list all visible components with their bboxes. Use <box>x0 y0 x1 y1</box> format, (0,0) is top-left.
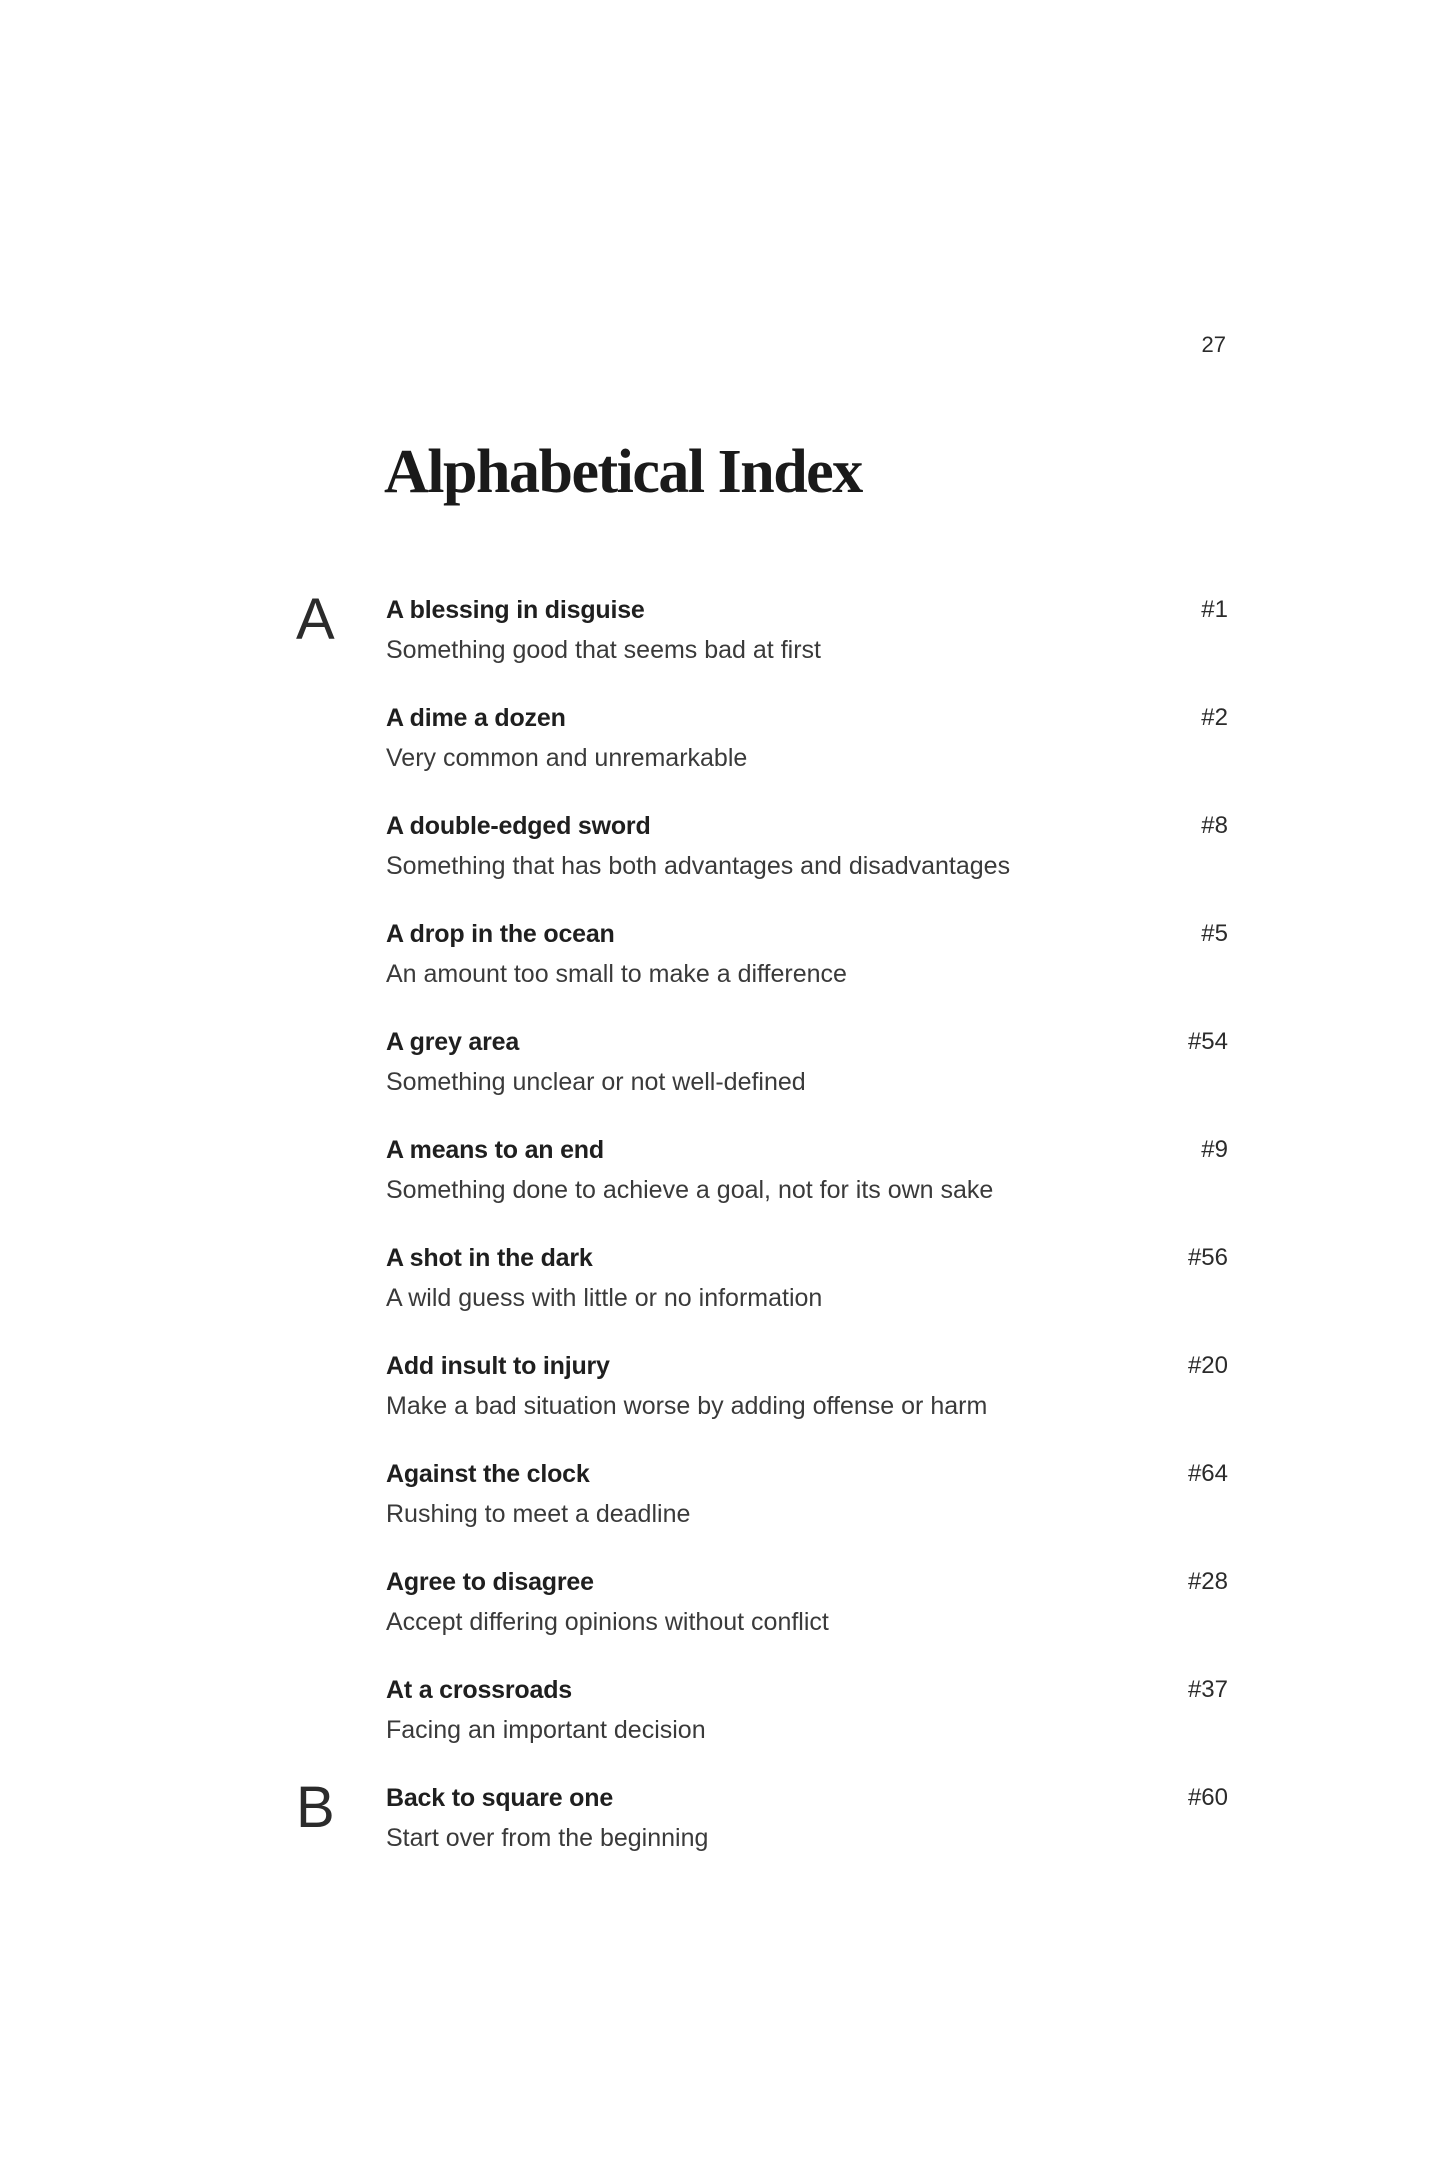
entry-body <box>386 594 1128 666</box>
entry-term: A dime a dozen <box>386 704 566 732</box>
index-entry <box>296 1242 1228 1314</box>
entry-term: A shot in the dark <box>386 1244 593 1272</box>
index-entry <box>296 1775 1228 1854</box>
index-entry <box>296 702 1228 774</box>
entry-ref: #64 <box>1187 1460 1228 1487</box>
entry-definition: Something good that seems bad at first <box>386 636 821 664</box>
section-letter: A <box>296 587 335 652</box>
entry-body <box>386 810 1128 882</box>
entry-body <box>386 1674 1128 1746</box>
index-entry <box>296 810 1228 882</box>
entry-definition: A wild guess with little or no information <box>386 1284 823 1312</box>
entry-ref: #54 <box>1187 1028 1228 1055</box>
index-list <box>296 587 1228 1890</box>
entry-term: A blessing in disguise <box>386 596 645 624</box>
entry-term: A drop in the ocean <box>386 920 615 948</box>
entry-ref: #9 <box>1201 1136 1228 1163</box>
entry-term: A grey area <box>386 1028 520 1056</box>
entry-definition: Start over from the beginning <box>386 1824 709 1852</box>
entry-ref: #56 <box>1187 1244 1228 1271</box>
entry-body <box>386 1242 1128 1314</box>
entry-body <box>386 1026 1128 1098</box>
entry-term: Back to square one <box>386 1784 614 1812</box>
index-entry <box>296 1026 1228 1098</box>
page-number: 27 <box>1201 332 1226 357</box>
entry-ref: #8 <box>1201 812 1228 839</box>
entry-definition: Rushing to meet a deadline <box>386 1500 691 1528</box>
section-letter: B <box>296 1775 335 1840</box>
entry-ref: #2 <box>1201 704 1228 731</box>
entry-ref: #1 <box>1201 596 1228 623</box>
entry-term: Add insult to injury <box>386 1352 610 1380</box>
entry-body <box>386 702 1128 774</box>
index-entry <box>296 1674 1228 1746</box>
page-title: Alphabetical Index <box>384 438 862 506</box>
entry-body <box>386 1350 1128 1422</box>
entry-ref: #5 <box>1201 920 1228 947</box>
index-entry <box>296 1566 1228 1638</box>
entry-ref: #37 <box>1187 1676 1228 1703</box>
entry-definition: Make a bad situation worse by adding offense or harm <box>386 1392 988 1420</box>
entry-body <box>386 1782 1128 1854</box>
entry-definition: Accept differing opinions without conflict <box>386 1608 829 1636</box>
entry-body <box>386 1458 1128 1530</box>
entry-definition: Very common and unremarkable <box>386 744 748 772</box>
entry-ref: #28 <box>1187 1568 1228 1595</box>
entry-body <box>386 1134 1128 1206</box>
entry-definition: Facing an important decision <box>386 1716 706 1744</box>
entry-body <box>386 1566 1128 1638</box>
entry-term: Against the clock <box>386 1460 590 1488</box>
entry-ref: #20 <box>1187 1352 1228 1379</box>
entry-definition: An amount too small to make a difference <box>386 960 847 988</box>
entry-term: At a crossroads <box>386 1676 572 1704</box>
entry-ref: #60 <box>1187 1784 1228 1811</box>
index-entry <box>296 1134 1228 1206</box>
entry-definition: Something that has both advantages and disadvantages <box>386 852 1011 880</box>
entry-definition: Something unclear or not well-defined <box>386 1068 806 1096</box>
entry-term: Agree to disagree <box>386 1568 594 1596</box>
entry-term: A double-edged sword <box>386 812 651 840</box>
index-entry <box>296 918 1228 990</box>
entry-term: A means to an end <box>386 1136 604 1164</box>
entry-definition: Something done to achieve a goal, not for its own sake <box>386 1176 994 1204</box>
index-entry <box>296 587 1228 666</box>
index-entry <box>296 1458 1228 1530</box>
entry-body <box>386 918 1128 990</box>
index-entry <box>296 1350 1228 1422</box>
